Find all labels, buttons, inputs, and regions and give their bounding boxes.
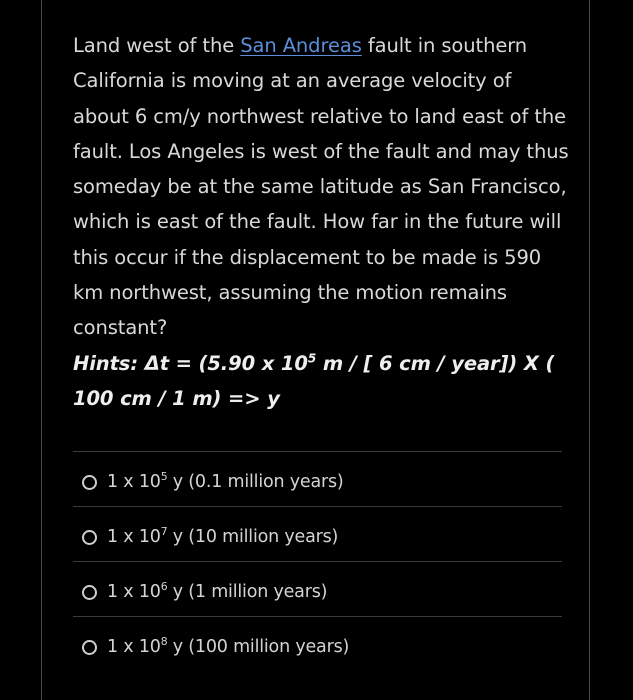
option-base: 1 x 10 xyxy=(107,472,161,492)
answer-option-label xyxy=(107,472,344,492)
question-panel xyxy=(41,0,590,700)
hints-exponent: 5 xyxy=(307,351,317,366)
option-rest: y (1 million years) xyxy=(167,582,328,602)
option-exponent: 7 xyxy=(160,525,168,539)
option-rest: y (0.1 million years) xyxy=(167,472,344,492)
radio-button[interactable] xyxy=(82,530,97,545)
option-exponent: 6 xyxy=(160,580,168,594)
question-text-start: Land west of the xyxy=(73,34,241,57)
answer-option-1[interactable] xyxy=(73,451,562,506)
option-rest: y (10 million years) xyxy=(167,527,339,547)
answer-option-2[interactable] xyxy=(73,506,562,561)
radio-button[interactable] xyxy=(82,640,97,655)
radio-button[interactable] xyxy=(82,475,97,490)
answer-option-3[interactable] xyxy=(73,561,562,616)
answer-options xyxy=(73,451,562,671)
answer-option-label xyxy=(107,637,349,657)
option-rest: y (100 million years) xyxy=(167,637,350,657)
option-exponent: 5 xyxy=(160,470,168,484)
option-exponent: 8 xyxy=(160,635,168,649)
hints-text xyxy=(73,346,573,417)
option-base: 1 x 10 xyxy=(107,582,161,602)
answer-option-label xyxy=(107,582,327,602)
option-base: 1 x 10 xyxy=(107,637,161,657)
radio-button[interactable] xyxy=(82,585,97,600)
hints-suffix: m / [ 6 cm / year]) X ( 100 cm / 1 m) => y xyxy=(73,351,555,410)
answer-option-label xyxy=(107,527,338,547)
question-text-rest: fault in southern California is moving at an average velocity of about 6 cm/y northwest relative to land east of the fault. Los Angeles is west of the fault and may thus someday be at the same latitude as San Francisco, which is east of the fault. How far in the future will this occur if the displacement to be made is 590 km northwest, assuming the motion remains constant? xyxy=(73,34,569,340)
option-base: 1 x 10 xyxy=(107,527,161,547)
question-text xyxy=(73,28,573,416)
answer-option-4[interactable] xyxy=(73,616,562,671)
san-andreas-link[interactable]: San Andreas xyxy=(240,34,362,57)
hints-prefix: Hints: Δt = (5.90 x 10 xyxy=(73,351,308,375)
